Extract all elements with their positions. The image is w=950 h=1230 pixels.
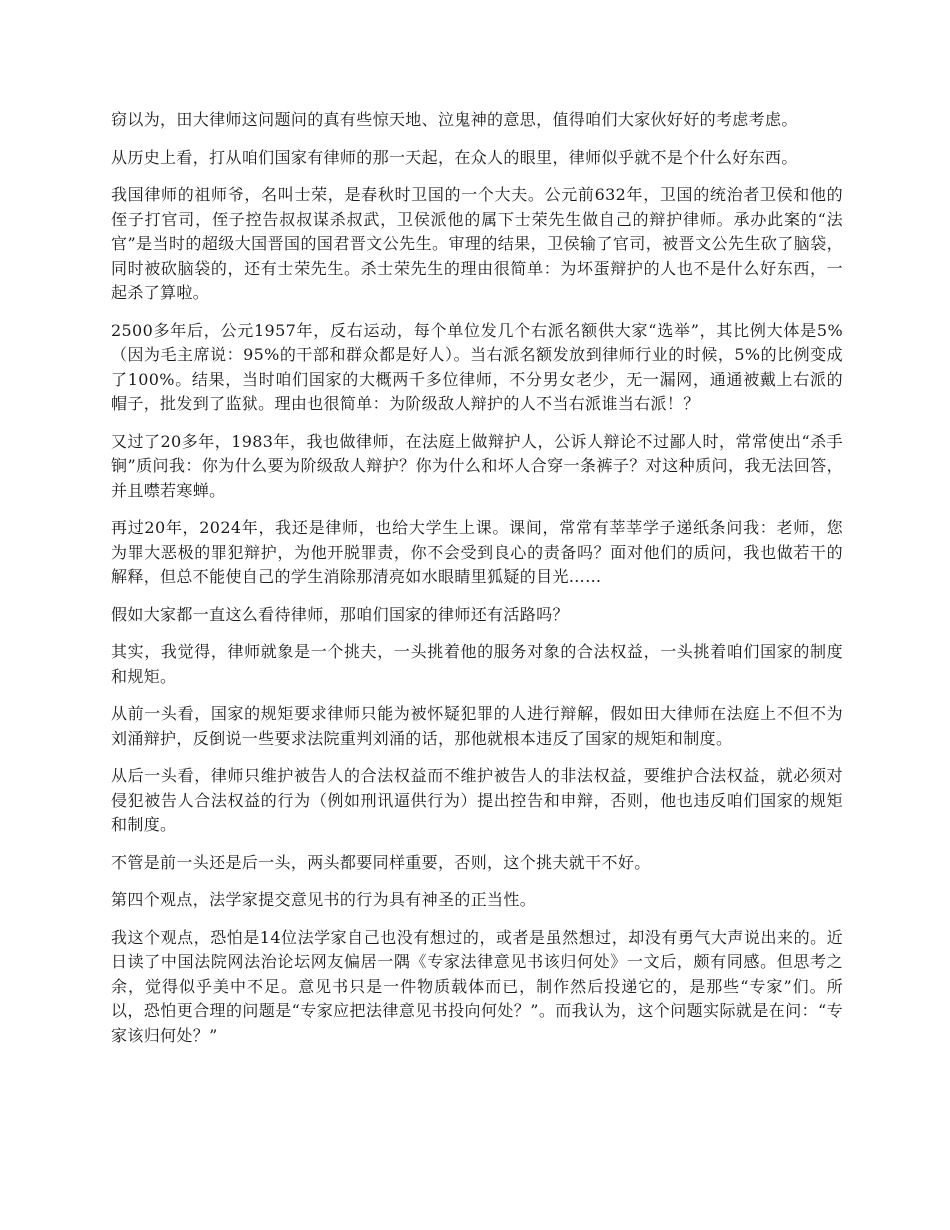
paragraph-7: 假如大家都一直这么看待律师，那咱们国家的律师还有活路吗？	[111, 604, 569, 624]
paragraph-4: 2500多年后，公元1957年，反右运动，每个单位发几个右派名额供大家“选举”，其比例大体是5%（因为毛主席说：95%的干部和群众都是好人）。当右派名额发放到律师行业的时候，5%的比例变成了100%。结果，当时咱们国家的大概两千多位律师，不分男女老少，无一漏网，通通被戴上右派的帽子，批发到了监狱。理由也很简单：为阶级敌人辩护的人不当右派谁当右派！？	[111, 320, 843, 413]
paragraph-12: 第四个观点，法学家提交意见书的行为具有神圣的正当性。	[111, 890, 537, 909]
paragraph-3: 我国律师的祖师爷，名叫士荣，是春秋时卫国的一个大夫。公元前632年，卫国的统治者卫侯和他的侄子打官司，侄子控告叔叔谋杀叔武，卫侯派他的属下士荣先生做自己的辩护律师。承办此案的“法官”是当时的超级大国晋国的国君晋文公先生。审理的结果，卫侯输了官司，被晋文公先生砍了脑袋，同时被砍脑袋的，还有士荣先生。杀士荣先生的理由很简单：为坏蛋辩护的人也不是什么好东西，一起杀了算啦。	[111, 185, 843, 302]
paragraph-13: 我这个观点，恐怕是14位法学家自己也没有想过的，或者是虽然想过，却没有勇气大声说出来的。近日读了中国法院网法治论坛网友偏居一隅《专家法律意见书该归何处》一文后，颇有同感。但思考之余，觉得似乎美中不足。意见书只是一件物质载体而已，制作然后投递它的，是那些“专家”们。所以，恐怕更合理的问题是“专家应把法律意见书投向何处？”。而我认为，这个问题实际就是在问：“专家该归何处？”	[111, 927, 843, 1045]
paragraph-8: 其实，我觉得，律师就象是一个挑夫，一头挑着他的服务对象的合法权益，一头挑着咱们国家的制度和规矩。	[111, 642, 843, 686]
paragraph-10: 从后一头看，律师只维护被告人的合法权益而不维护被告人的非法权益，要维护合法权益，就必须对侵犯被告人合法权益的行为（例如刑讯逼供行为）提出控告和申辩，否则，他也违反咱们国家的规矩和制度。	[111, 766, 843, 834]
paragraph-6: 再过20年，2024年，我还是律师，也给大学生上课。课间，常常有莘莘学子递纸条问我：老师，您为罪大恶极的罪犯辩护，为他开脱罪责，你不会受到良心的责备吗？面对他们的质问，我也做若干的解释，但总不能使自己的学生消除那清亮如水眼睛里狐疑的目光……	[111, 518, 843, 586]
document-body	[111, 108, 843, 1061]
paragraph-5: 又过了20多年，1983年，我也做律师，在法庭上做辩护人，公诉人辩论不过鄙人时，常常使出“杀手锏”质问我：你为什么要为阶级敌人辩护？你为什么和坏人合穿一条裤子？对这种质问，我无法回答，并且噤若寒蝉。	[111, 431, 843, 500]
paragraph-1: 窃以为，田大律师这问题问的真有些惊天地、泣鬼神的意思，值得咱们大家伙好好的考虑考虑。	[111, 110, 798, 129]
paragraph-11: 不管是前一头还是后一头，两头都要同样重要，否则，这个挑夫就干不好。	[111, 852, 651, 872]
paragraph-2: 从历史上看，打从咱们国家有律师的那一天起，在众人的眼里，律师似乎就不是个什么好东西。	[111, 147, 798, 167]
paragraph-9: 从前一头看，国家的规矩要求律师只能为被怀疑犯罪的人进行辩解，假如田大律师在法庭上不但不为刘涌辩护，反倒说一些要求法院重判刘涌的话，那他就根本违反了国家的规矩和制度。	[111, 704, 843, 748]
